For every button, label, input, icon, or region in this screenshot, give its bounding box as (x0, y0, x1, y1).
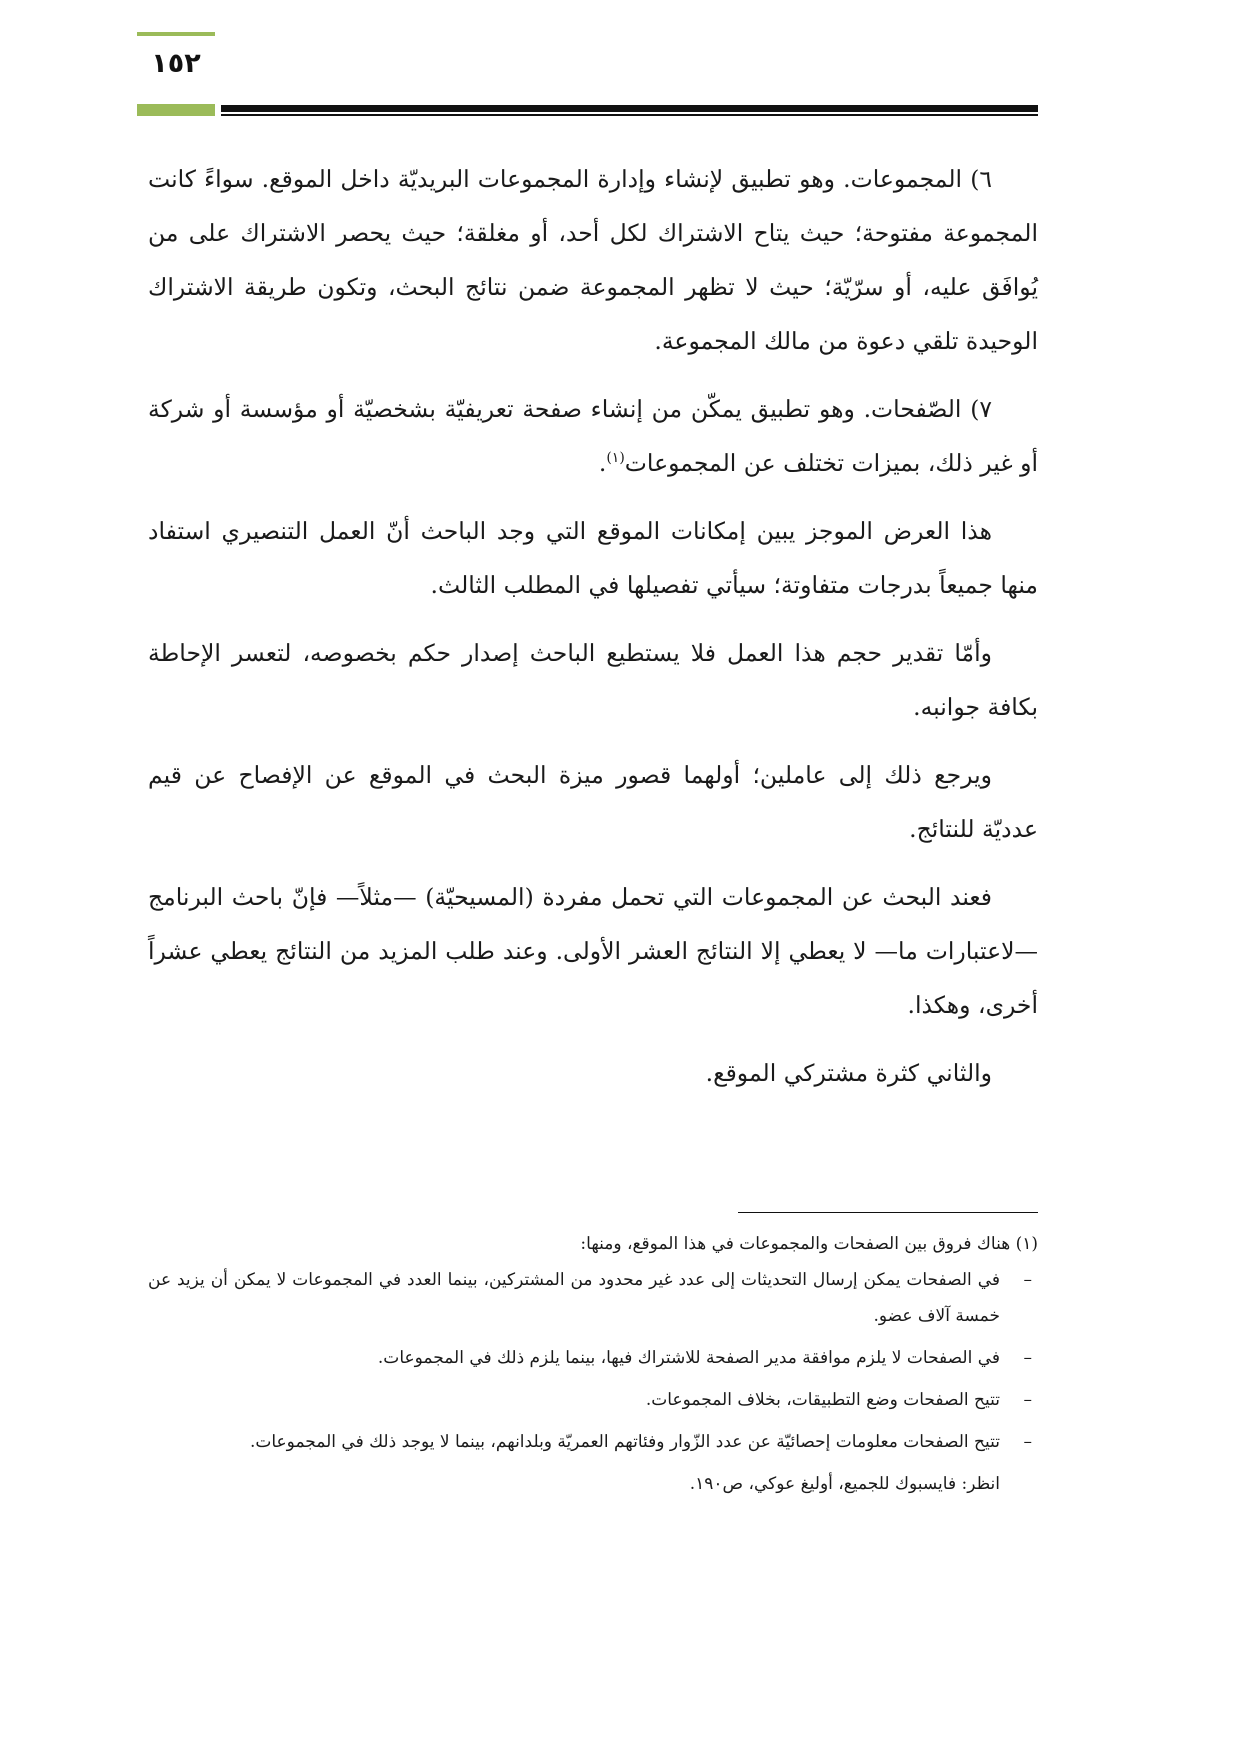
footnote-item-text: تتيح الصفحات وضع التطبيقات، بخلاف المجموعات. (645, 1390, 1000, 1410)
paragraph-first-factor: ويرجع ذلك إلى عاملين؛ أولهما قصور ميزة البحث في الموقع عن الإفصاح عن قيم عدديّة للنتائج. (148, 761, 1038, 843)
footnote-item-text: في الصفحات لا يلزم موافقة مدير الصفحة للاشتراك فيها، بينما يلزم ذلك في المجموعات. (377, 1348, 1000, 1368)
footnotes (148, 1226, 1038, 1502)
footnote-item (148, 1262, 1038, 1334)
paragraph-pages (148, 382, 1038, 490)
body-text (148, 152, 1038, 1100)
footnote-item (148, 1382, 1038, 1418)
paragraph-groups: ٦) المجموعات. وهو تطبيق لإنشاء وإدارة المجموعات البريديّة داخل الموقع. سواءً كانت المجموعة مفتوحة؛ حيث يتاح الاشتراك لكل أحد، أو مغلقة؛ حيث يحصر الاشتراك على من يُوافَق عليه، أو سرّيّة؛ حيث لا تظهر المجموعة ضمن نتائج البحث، وتكون طريقة الاشتراك الوحيدة تلقي دعوة من مالك المجموعة. (148, 165, 1038, 355)
paragraph-pages-end: . (598, 449, 607, 477)
footnote-dash: – (1023, 1348, 1032, 1368)
footnote-dash: – (1023, 1432, 1032, 1452)
footnote-intro: (١) هناك فروق بين الصفحات والمجموعات في هذا الموقع، ومنها: (580, 1234, 1038, 1254)
paragraph-pages-text: ٧) الصّفحات. وهو تطبيق يمكّن من إنشاء صفحة تعريفيّة بشخصيّة أو مؤسسة أو شركة أو غير ذلك، بميزات تختلف عن المجموعات (148, 395, 1038, 477)
header-rule-thin (221, 114, 1038, 116)
paragraph-search-example: فعند البحث عن المجموعات التي تحمل مفردة (المسيحيّة) —مثلاً— فإنّ باحث البرنامج —لاعتبارات ما— لا يعطي إلا النتائج العشر الأولى. وعند طلب المزيد من النتائج يعطي عشراً أخرى، وهكذا. (148, 883, 1038, 1019)
footnote-reference[interactable]: (١) (606, 450, 625, 467)
footnote-list (148, 1262, 1038, 1460)
header-accent-bar-bottom (137, 104, 215, 116)
footnote-item-text: تتيح الصفحات معلومات إحصائيّة عن عدد الزّوار وفئاتهم العمريّة وبلدانهم، بينما لا يوجد ذلك في المجموعات. (249, 1432, 1000, 1452)
page-number: ١٥٢ (151, 48, 201, 79)
page-header (0, 0, 1240, 130)
footnote-separator (738, 1212, 1038, 1213)
paragraph-summary: هذا العرض الموجز يبين إمكانات الموقع التي وجد الباحث أنّ العمل التنصيري استفاد منها جميعاً بدرجات متفاوتة؛ سيأتي تفصيلها في المطلب الثالث. (148, 517, 1038, 599)
footnote-source: انظر: فايسبوك للجميع، أوليغ عوكي، ص١٩٠. (689, 1474, 1000, 1494)
footnote-item (148, 1340, 1038, 1376)
footnote-dash: – (1023, 1270, 1032, 1290)
footnote-item (148, 1424, 1038, 1460)
footnote-item-text: في الصفحات يمكن إرسال التحديثات إلى عدد غير محدود من المشتركين، بينما العدد في المجموعات لا يمكن أن يزيد عن خمسة آلاف عضو. (148, 1270, 1000, 1326)
footnote-dash: – (1023, 1390, 1032, 1410)
paragraph-second-factor: والثاني كثرة مشتركي الموقع. (705, 1059, 992, 1087)
paragraph-estimate: وأمّا تقدير حجم هذا العمل فلا يستطيع الباحث إصدار حكم بخصوصه، لتعسر الإحاطة بكافة جوانبه. (148, 639, 1038, 721)
header-rule-thick (221, 105, 1038, 112)
header-accent-bar-top (137, 32, 215, 36)
